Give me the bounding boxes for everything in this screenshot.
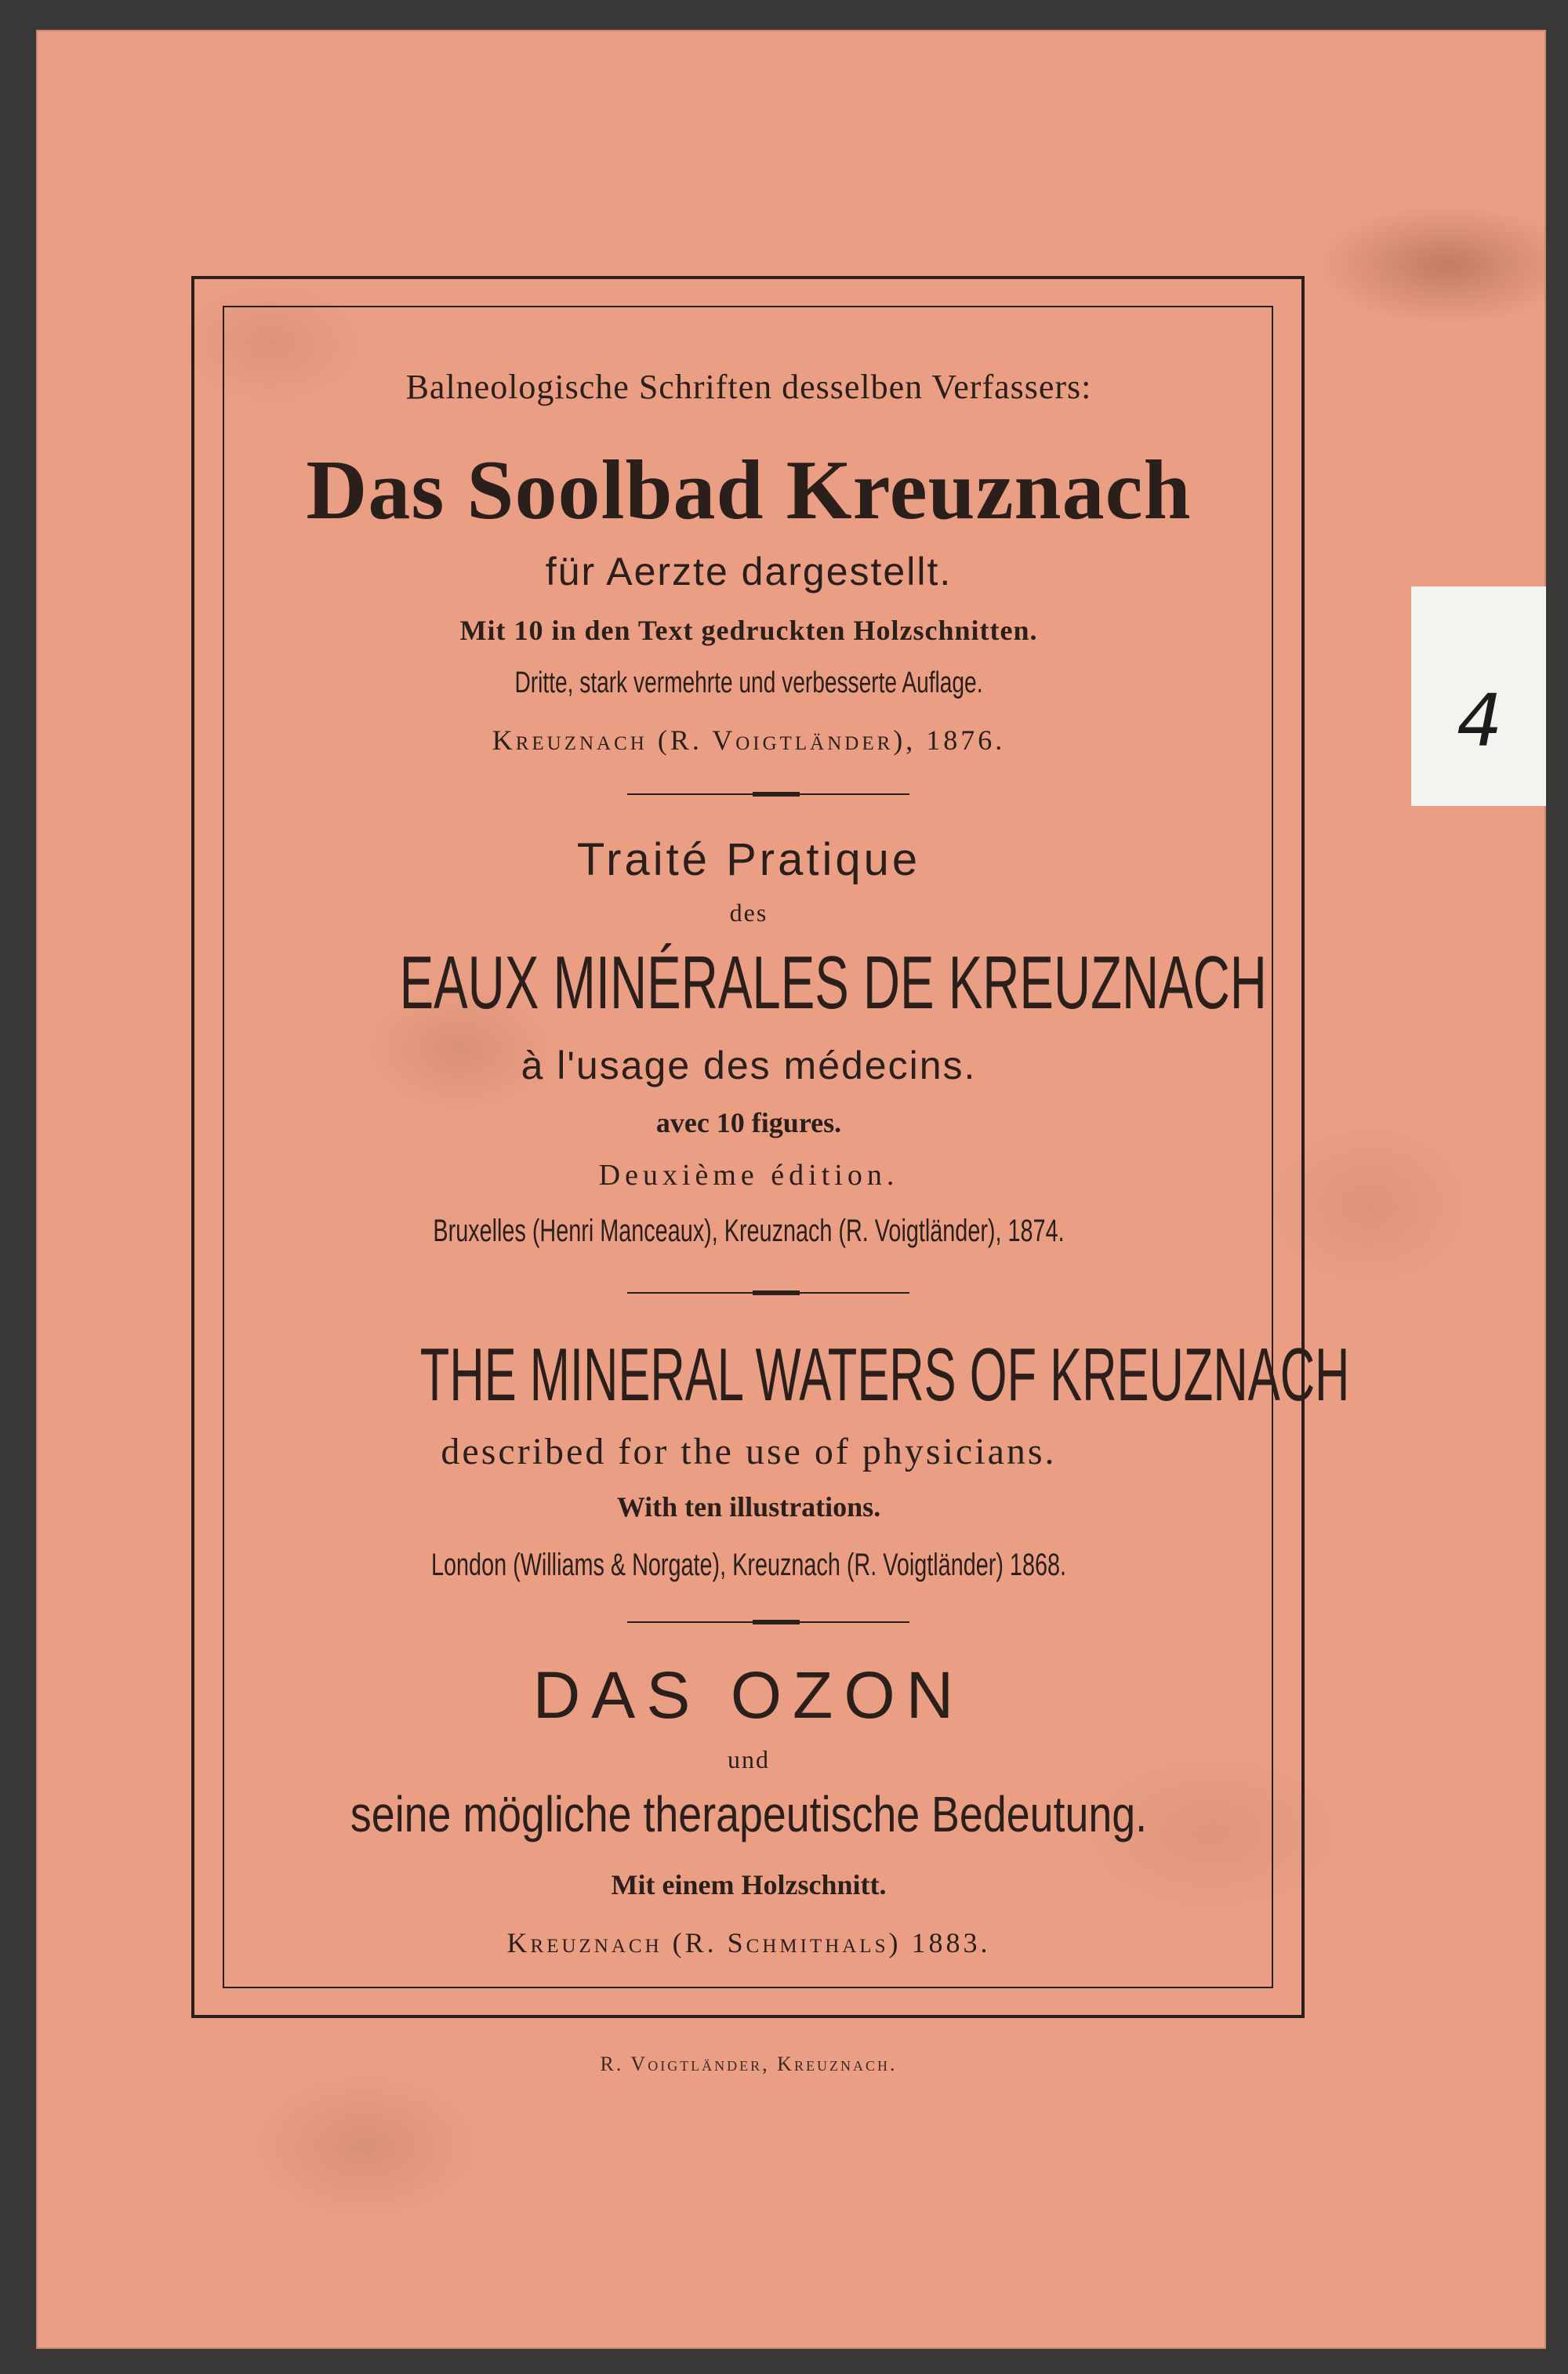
book-2-publisher: Bruxelles (Henri Manceaux), Kreuznach (R. Voigtländer), 1874. — [433, 1214, 1065, 1248]
advertisement-heading: Balneologische Schriften desselben Verfassers: — [405, 368, 1092, 406]
printer-imprint: R. Voigtländer, Kreuznach. — [600, 2053, 898, 2075]
book-2-connector: des — [729, 898, 768, 927]
book-3-illustrations: With ten illustrations. — [616, 1491, 881, 1523]
separator-rule-3 — [627, 1621, 909, 1623]
separator-rule-2 — [627, 1292, 909, 1294]
book-1-illustrations: Mit 10 in den Text gedruckten Holzschnitten. — [459, 615, 1038, 646]
book-4-publisher: Kreuznach (R. Schmithals) 1883. — [506, 1927, 991, 1958]
book-2-edition: Deuxième édition. — [598, 1159, 899, 1192]
book-1-publisher: Kreuznach (R. Voigtländer), 1876. — [492, 724, 1006, 756]
book-4-subtitle: seine mögliche therapeutische Bedeutung. — [350, 1786, 1148, 1842]
book-2-pre-title: Traité Pratique — [576, 834, 921, 885]
book-4-connector: und — [728, 1745, 770, 1773]
book-1-subtitle: für Aerzte dargestellt. — [545, 550, 953, 594]
book-1-edition: Dritte, stark vermehrte und verbesserte Auflage. — [514, 666, 983, 699]
book-3-subtitle: described for the use of physicians. — [441, 1431, 1057, 1472]
book-3-publisher: London (Williams & Norgate), Kreuznach (R. Voigtländer) 1868. — [431, 1548, 1066, 1582]
book-4-illustrations: Mit einem Holzschnitt. — [611, 1869, 887, 1900]
book-4-title: DAS OZON — [532, 1658, 965, 1732]
book-2-title: EAUX MINÉRALES DE KREUZNACH — [399, 941, 1267, 1025]
book-3-title: THE MINERAL WATERS OF KREUZNACH — [419, 1333, 1350, 1417]
library-shelf-tag — [1411, 586, 1546, 806]
book-2-illustrations: avec 10 figures. — [655, 1107, 842, 1138]
book-2-subtitle: à l'usage des médecins. — [521, 1044, 977, 1087]
separator-rule-1 — [627, 793, 909, 795]
advertisement-panel — [235, 329, 1350, 1976]
shelf-tag-number: 4 — [1457, 679, 1503, 763]
book-1-title: Das Soolbad Kreuznach — [306, 444, 1192, 537]
